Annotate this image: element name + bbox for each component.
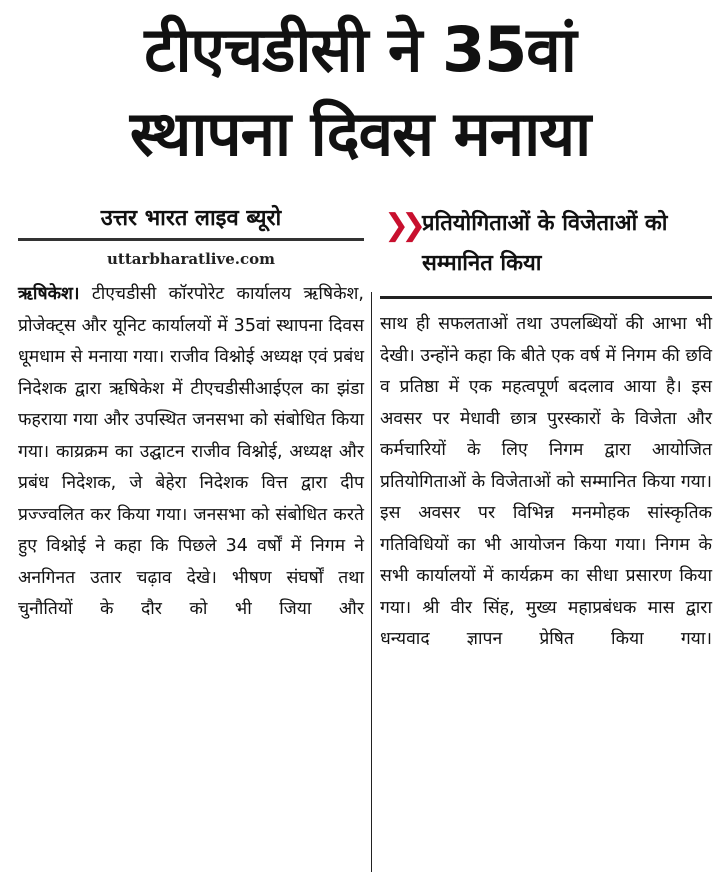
subheading-text: प्रतियोगिताओं के विजेताओं को सम्मानित किया	[422, 211, 668, 276]
byline: उत्तर भारत लाइव ब्यूरो	[18, 200, 364, 241]
website-url: uttarbharatlive.com	[107, 250, 275, 268]
article-text-left: टीएचडीसी कॉरपोरेट कार्यालय ऋषिकेश, प्रोजेक्ट्स और यूनिट कार्यालयों में 35वां स्थापना दिवस धूमधाम से मनाया गया। राजीव विश्नोई अध्यक्ष एवं प्रबंध निदेशक द्वारा ऋषिकेश में टीएचडीसीआईएल का झंडा फहराया गया और उपस्थित जनसभा को संबोधित किया गया। काय्रक्रम का उद्घाटन राजीव विश्नोई, अध्यक्ष और प्रबंध निदेशक, जे बेहेरा निदेशक वित्त द्वारा दीप प्रज्ज्वलित कर किया गया। जनसभा को संबोधित करते हुए विश्नोई ने कहा कि पिछले 34 वर्षों में निगम ने अनगिनत उतार चढ़ाव देखे। भीषण संघर्षों तथा चुनौतियों के दौर को भी जिया और	[18, 284, 364, 619]
headline	[0, 8, 720, 176]
article-body-left	[18, 279, 364, 626]
column-divider	[371, 292, 372, 872]
article-text-right: साथ ही सफलताओं तथा उपलब्धियों की आभा भी देखी। उन्होंने कहा कि बीते एक वर्ष में निगम की छवि व प्रतिष्ठा में एक महत्वपूर्ण बदलाव आया है। इस अवसर पर मेधावी छात्र पुरस्कारों के विजेता और कर्मचारियों के लिए निगम द्वारा आयोजित प्रतियोगिताओं के विजेताओं को सम्मानित किया गया। इस अवसर पर विभिन्न मनमोहक सांस्कृतिक गतिविधियों का भी आयोजन किया गया। निगम के सभी कार्यालयों में कार्यक्रम का सीधा प्रसारण किया गया। श्री वीर सिंह, मुख्य महाप्रबंधक मास द्वारा धन्यवाद ज्ञापन प्रेषित किया गया।	[380, 314, 712, 649]
headline-line-1: टीएचडीसी ने 35वां	[144, 13, 576, 86]
headline-line-2: स्थापना दिवस मनाया	[129, 97, 591, 170]
dateline: ऋषिकेश।	[18, 284, 80, 304]
article-body-right	[380, 309, 712, 656]
right-column	[380, 204, 712, 656]
subheading	[380, 204, 712, 299]
left-column	[18, 200, 364, 626]
double-chevron-right-icon: ❯❯	[384, 208, 419, 243]
